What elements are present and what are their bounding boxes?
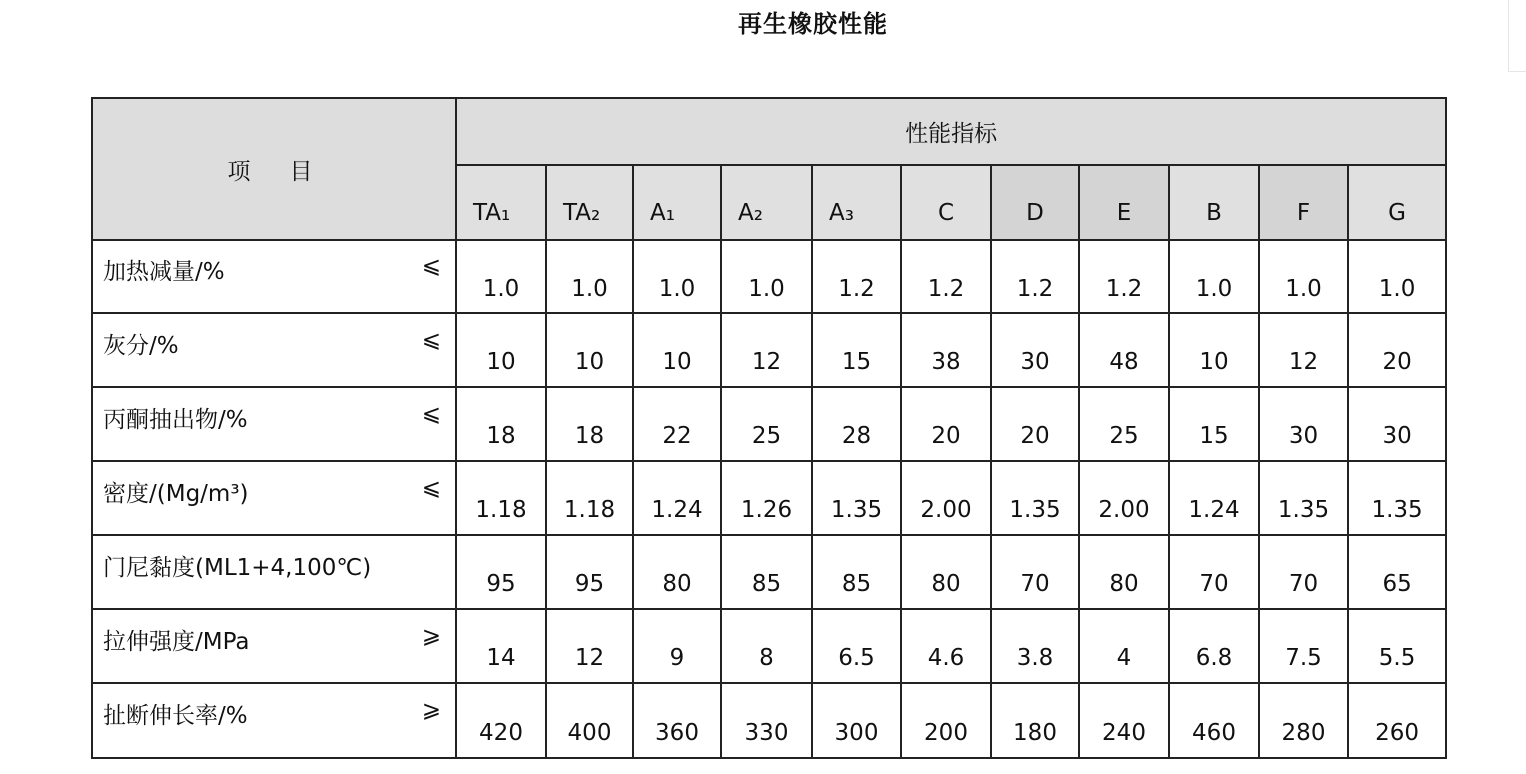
grade-header: E	[1079, 165, 1169, 240]
value-cell: 1.0	[546, 240, 633, 313]
value-cell: 360	[633, 683, 721, 758]
value-cell: 460	[1169, 683, 1259, 758]
value-cell: 8	[721, 609, 812, 683]
grade-header: B	[1169, 165, 1259, 240]
value-cell: 1.2	[812, 240, 901, 313]
grade-header: A₂	[721, 165, 812, 240]
value-cell: 1.2	[901, 240, 991, 313]
row-operator: ⩽	[421, 326, 441, 353]
row-label-cell	[92, 609, 456, 683]
value-cell: 95	[456, 535, 546, 609]
value-cell: 95	[546, 535, 633, 609]
value-cell: 85	[812, 535, 901, 609]
value-cell: 1.0	[633, 240, 721, 313]
row-label-cell	[92, 240, 456, 313]
value-cell: 22	[633, 387, 721, 461]
table-row	[92, 387, 1446, 461]
document-title: 再生橡胶性能	[738, 10, 888, 38]
grade-header: F	[1259, 165, 1348, 240]
value-cell: 4	[1079, 609, 1169, 683]
item-header: 项 目	[92, 98, 456, 240]
value-cell: 200	[901, 683, 991, 758]
row-label-cell	[92, 683, 456, 758]
value-cell: 1.2	[1079, 240, 1169, 313]
value-cell: 48	[1079, 313, 1169, 387]
value-cell: 2.00	[1079, 461, 1169, 535]
table-row	[92, 535, 1446, 609]
value-cell: 1.35	[812, 461, 901, 535]
table-body	[92, 240, 1446, 758]
value-cell: 25	[1079, 387, 1169, 461]
table-row	[92, 313, 1446, 387]
value-cell: 280	[1259, 683, 1348, 758]
value-cell: 260	[1348, 683, 1446, 758]
value-cell: 9	[633, 609, 721, 683]
grade-header: TA₁	[456, 165, 546, 240]
value-cell: 10	[1169, 313, 1259, 387]
value-cell: 14	[456, 609, 546, 683]
value-cell: 4.6	[901, 609, 991, 683]
value-cell: 330	[721, 683, 812, 758]
row-label-cell	[92, 461, 456, 535]
table-row	[92, 609, 1446, 683]
value-cell: 80	[901, 535, 991, 609]
value-cell: 1.35	[1348, 461, 1446, 535]
value-cell: 20	[1348, 313, 1446, 387]
value-cell: 80	[1079, 535, 1169, 609]
value-cell: 1.0	[1348, 240, 1446, 313]
row-name: 密度/(Mg/m³)	[103, 480, 249, 507]
value-cell: 5.5	[1348, 609, 1446, 683]
table-row	[92, 461, 1446, 535]
row-name: 拉伸强度/MPa	[103, 628, 250, 655]
grade-header: TA₂	[546, 165, 633, 240]
value-cell: 12	[721, 313, 812, 387]
value-cell: 300	[812, 683, 901, 758]
value-cell: 6.5	[812, 609, 901, 683]
value-cell: 30	[1348, 387, 1446, 461]
grade-header: C	[901, 165, 991, 240]
value-cell: 12	[546, 609, 633, 683]
value-cell: 28	[812, 387, 901, 461]
performance-table	[91, 97, 1447, 759]
value-cell: 10	[456, 313, 546, 387]
value-cell: 1.18	[546, 461, 633, 535]
row-name: 门尼黏度(ML1+4,100℃)	[103, 554, 372, 581]
value-cell: 18	[456, 387, 546, 461]
row-label-cell	[92, 535, 456, 609]
value-cell: 1.0	[1259, 240, 1348, 313]
grade-header: A₃	[812, 165, 901, 240]
grade-header: D	[991, 165, 1079, 240]
value-cell: 25	[721, 387, 812, 461]
row-operator: ⩾	[421, 622, 441, 649]
value-cell: 6.8	[1169, 609, 1259, 683]
value-cell: 1.0	[456, 240, 546, 313]
value-cell: 70	[991, 535, 1079, 609]
value-cell: 1.18	[456, 461, 546, 535]
row-label-cell	[92, 387, 456, 461]
value-cell: 1.0	[1169, 240, 1259, 313]
row-operator: ⩽	[421, 474, 441, 501]
value-cell: 3.8	[991, 609, 1079, 683]
value-cell: 12	[1259, 313, 1348, 387]
value-cell: 30	[991, 313, 1079, 387]
table-row	[92, 683, 1446, 758]
value-cell: 85	[721, 535, 812, 609]
value-cell: 10	[633, 313, 721, 387]
table-row	[92, 240, 1446, 313]
value-cell: 420	[456, 683, 546, 758]
row-operator: ⩽	[421, 253, 441, 279]
scrollbar-edge	[1508, 0, 1526, 72]
value-cell: 15	[812, 313, 901, 387]
value-cell: 70	[1259, 535, 1348, 609]
row-name: 丙酮抽出物/%	[103, 406, 248, 433]
row-name: 灰分/%	[103, 332, 179, 359]
value-cell: 15	[1169, 387, 1259, 461]
row-label-cell	[92, 313, 456, 387]
row-operator: ⩽	[421, 400, 441, 427]
value-cell: 80	[633, 535, 721, 609]
value-cell: 1.35	[991, 461, 1079, 535]
row-operator: ⩾	[421, 697, 441, 723]
value-cell: 2.00	[901, 461, 991, 535]
value-cell: 10	[546, 313, 633, 387]
value-cell: 400	[546, 683, 633, 758]
value-cell: 65	[1348, 535, 1446, 609]
value-cell: 1.0	[721, 240, 812, 313]
grade-header: A₁	[633, 165, 721, 240]
value-cell: 1.2	[991, 240, 1079, 313]
value-cell: 240	[1079, 683, 1169, 758]
value-cell: 1.24	[1169, 461, 1259, 535]
row-name: 加热减量/%	[103, 259, 225, 285]
value-cell: 1.24	[633, 461, 721, 535]
value-cell: 38	[901, 313, 991, 387]
value-cell: 1.26	[721, 461, 812, 535]
value-cell: 20	[991, 387, 1079, 461]
value-cell: 30	[1259, 387, 1348, 461]
value-cell: 180	[991, 683, 1079, 758]
row-name: 扯断伸长率/%	[103, 703, 248, 729]
value-cell: 18	[546, 387, 633, 461]
value-cell: 1.35	[1259, 461, 1348, 535]
value-cell: 20	[901, 387, 991, 461]
value-cell: 7.5	[1259, 609, 1348, 683]
value-cell: 70	[1169, 535, 1259, 609]
grade-header: G	[1348, 165, 1446, 240]
group-header: 性能指标	[456, 98, 1446, 165]
